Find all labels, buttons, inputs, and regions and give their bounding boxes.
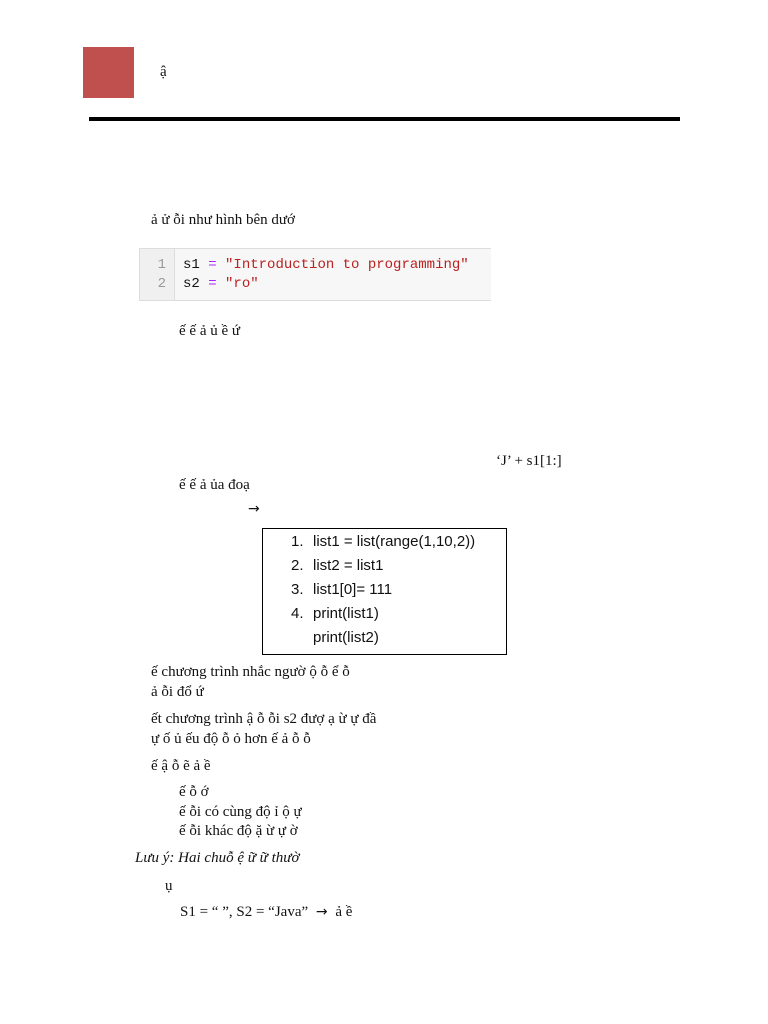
bullet-item: ế ỗi khác độ ặ ừ ự ờ	[179, 823, 298, 839]
list-item: 3. list1[0]= 111	[291, 581, 393, 598]
line-after-code: ế ế ả ủ ề ứ	[179, 323, 241, 339]
intro-line: ả ử ỗi như hình bên dướ	[151, 212, 295, 228]
arrow-icon: →	[248, 501, 260, 517]
header-title: ậ	[160, 64, 167, 80]
paragraph-line: ế ậ ỗ ẽ ả ề	[151, 758, 211, 774]
paragraph-line: ự ố ủ ếu độ ỗ ỏ hơn ế ả ỗ ỗ	[151, 731, 311, 747]
arrow-icon: →	[315, 904, 328, 920]
code-line	[183, 276, 259, 292]
header-divider	[89, 117, 680, 121]
code-block	[139, 248, 491, 301]
code-operator: =	[208, 276, 217, 292]
line-number: 1	[157, 257, 166, 273]
list-item: 2. list2 = list1	[291, 557, 384, 574]
list-item: 1. list1 = list(range(1,10,2))	[291, 533, 476, 550]
list-item: print(list2)	[313, 629, 379, 646]
line-number: 2	[157, 276, 166, 292]
bullet-item: ế ỗ ớ	[179, 784, 209, 800]
line-segment: ế ế ả ủa đoạ	[179, 477, 250, 493]
header-accent-block	[83, 47, 134, 98]
code-string: "Introduction to programming"	[225, 257, 469, 273]
code-operator: =	[208, 257, 217, 273]
example-result: ả ề	[335, 904, 353, 920]
code-gutter	[140, 249, 175, 300]
code-line	[183, 257, 469, 273]
bullet-item: ế ỗi có cùng độ ỉ ộ ự	[179, 804, 302, 820]
list-item: 4. print(list1)	[291, 605, 379, 622]
code-expression: ‘J’ + s1[1:]	[496, 453, 562, 469]
code-var: s2	[183, 276, 200, 292]
example-label: ụ	[165, 878, 173, 894]
note-line: Lưu ý: Hai chuỗ ệ ữ ữ thườ	[135, 850, 300, 866]
example-assignment: S1 = “ ”, S2 = “Java”	[180, 904, 309, 920]
code-string: "ro"	[225, 276, 259, 292]
paragraph-line: ả ỗi đổ ứ	[151, 684, 204, 700]
paragraph-line: ế chương trình nhắc ngườ ộ ỗ ể ỗ	[151, 664, 350, 680]
code-var: s1	[183, 257, 200, 273]
paragraph-line: ết chương trình ậ ỗ ỗi s2 đượ ạ ừ ự đầ	[151, 711, 377, 727]
example-line	[180, 904, 352, 921]
code-list-box	[262, 528, 507, 655]
